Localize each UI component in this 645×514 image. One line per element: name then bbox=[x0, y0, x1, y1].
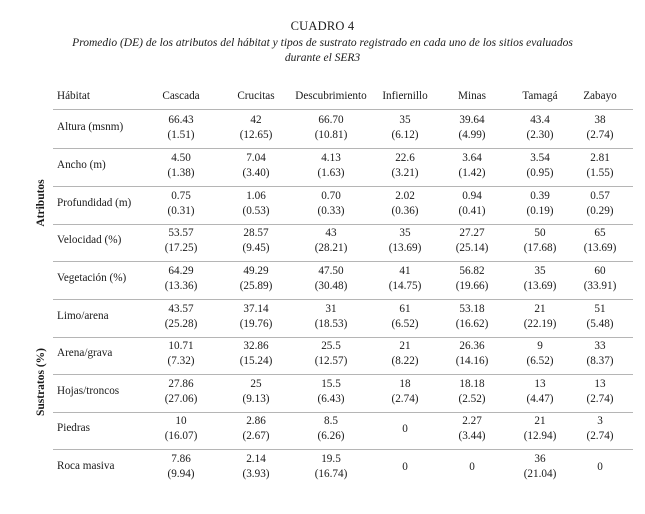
cell-sd: (0.36) bbox=[391, 205, 419, 217]
table-cell bbox=[555, 460, 645, 475]
cell-sd: (12.57) bbox=[314, 355, 348, 367]
cell-mean: 50 bbox=[534, 227, 546, 239]
row-divider bbox=[53, 299, 633, 300]
table-caption-text: Promedio (DE) de los atributos del hábitat y tipos de sustrato registrado en cada uno de los sitios evaluados durante el SER3 bbox=[72, 37, 573, 64]
row-divider bbox=[53, 374, 633, 375]
row-label: Roca masiva bbox=[57, 460, 115, 472]
cell-sd: (2.52) bbox=[458, 393, 486, 405]
cell-mean: 0.57 bbox=[590, 190, 610, 202]
cell-mean: 8.5 bbox=[324, 415, 338, 427]
cell-mean: 28.57 bbox=[243, 227, 269, 239]
cell-sd: (2.74) bbox=[586, 129, 614, 141]
cell-mean: 0 bbox=[597, 461, 603, 473]
cell-sd: (4.99) bbox=[458, 129, 486, 141]
cell-mean: 35 bbox=[399, 114, 411, 126]
cell-mean: 60 bbox=[594, 265, 606, 277]
cell-mean: 10 bbox=[175, 415, 187, 427]
header-divider bbox=[53, 109, 633, 110]
cell-mean: 2.81 bbox=[590, 152, 610, 164]
cell-sd: (2.74) bbox=[391, 393, 419, 405]
cell-mean: 2.02 bbox=[395, 190, 415, 202]
table-cell bbox=[555, 302, 645, 332]
cell-mean: 43.57 bbox=[168, 303, 194, 315]
cell-mean: 61 bbox=[399, 303, 411, 315]
cell-sd: (0.29) bbox=[586, 205, 614, 217]
cell-sd: (19.76) bbox=[239, 318, 273, 330]
row-label: Velocidad (%) bbox=[57, 234, 122, 246]
cell-sd: (9.94) bbox=[167, 468, 195, 480]
cell-mean: 35 bbox=[399, 227, 411, 239]
row-divider bbox=[53, 261, 633, 262]
cell-sd: (6.12) bbox=[391, 129, 419, 141]
cell-sd: (16.62) bbox=[455, 318, 489, 330]
cell-mean: 65 bbox=[594, 227, 606, 239]
column-header-site: Crucitas bbox=[237, 90, 275, 102]
cell-sd: (13.69) bbox=[388, 242, 422, 254]
cell-sd: (1.51) bbox=[167, 129, 195, 141]
cell-mean: 42 bbox=[250, 114, 262, 126]
cell-sd: (9.13) bbox=[242, 393, 270, 405]
row-divider bbox=[53, 148, 633, 149]
group-label-atributos: Atributos bbox=[35, 179, 47, 227]
cell-mean: 53.57 bbox=[168, 227, 194, 239]
cell-mean: 18 bbox=[399, 378, 411, 390]
cell-mean: 2.14 bbox=[246, 453, 266, 465]
row-label: Vegetación (%) bbox=[57, 272, 127, 284]
cell-sd: (17.68) bbox=[523, 242, 557, 254]
column-header-site: Zabayo bbox=[583, 90, 617, 102]
cell-sd: (10.81) bbox=[314, 129, 348, 141]
cell-sd: (2.67) bbox=[242, 430, 270, 442]
column-header-site: Cascada bbox=[162, 90, 200, 102]
cell-sd: (1.38) bbox=[167, 167, 195, 179]
table-cell bbox=[555, 339, 645, 369]
cell-mean: 38 bbox=[594, 114, 606, 126]
cell-mean: 0 bbox=[402, 461, 408, 473]
cell-mean: 0 bbox=[469, 461, 475, 473]
group-label-sustratos: Sustratos (%) bbox=[35, 347, 47, 417]
cell-mean: 22.6 bbox=[395, 152, 415, 164]
cell-sd: (1.42) bbox=[458, 167, 486, 179]
cell-sd: (2.74) bbox=[586, 430, 614, 442]
table-cell bbox=[555, 189, 645, 219]
cell-mean: 0.75 bbox=[171, 190, 191, 202]
cell-sd: (14.16) bbox=[455, 355, 489, 367]
table-cell bbox=[555, 226, 645, 256]
cell-mean: 35 bbox=[534, 265, 546, 277]
row-divider bbox=[53, 224, 633, 225]
cell-mean: 21 bbox=[534, 303, 546, 315]
cell-sd: (33.91) bbox=[583, 280, 617, 292]
cell-sd: (30.48) bbox=[314, 280, 348, 292]
cell-sd: (2.74) bbox=[586, 393, 614, 405]
table-cell bbox=[555, 414, 645, 444]
cell-mean: 26.36 bbox=[459, 340, 485, 352]
cell-mean: 10.71 bbox=[168, 340, 194, 352]
cell-sd: (5.48) bbox=[586, 318, 614, 330]
cell-sd: (0.33) bbox=[317, 205, 345, 217]
cell-sd: (17.25) bbox=[164, 242, 198, 254]
cell-sd: (15.24) bbox=[239, 355, 273, 367]
cell-sd: (14.75) bbox=[388, 280, 422, 292]
cell-sd: (13.69) bbox=[523, 280, 557, 292]
cell-mean: 7.86 bbox=[171, 453, 191, 465]
cell-mean: 56.82 bbox=[459, 265, 485, 277]
cell-mean: 0.70 bbox=[321, 190, 341, 202]
table-cell bbox=[555, 264, 645, 294]
row-divider bbox=[53, 337, 633, 338]
cell-mean: 13 bbox=[594, 378, 606, 390]
cell-mean: 2.86 bbox=[246, 415, 266, 427]
cell-sd: (6.52) bbox=[391, 318, 419, 330]
cell-sd: (1.63) bbox=[317, 167, 345, 179]
cell-mean: 2.27 bbox=[462, 415, 482, 427]
row-label: Hojas/troncos bbox=[57, 385, 120, 397]
row-label: Profundidad (m) bbox=[57, 197, 132, 209]
cell-sd: (0.19) bbox=[526, 205, 554, 217]
cell-mean: 27.27 bbox=[459, 227, 485, 239]
cell-sd: (19.66) bbox=[455, 280, 489, 292]
cell-mean: 4.50 bbox=[171, 152, 191, 164]
cell-sd: (13.69) bbox=[583, 242, 617, 254]
table-cell bbox=[555, 113, 645, 143]
cell-mean: 41 bbox=[399, 265, 411, 277]
cell-sd: (16.74) bbox=[314, 468, 348, 480]
cell-mean: 4.13 bbox=[321, 152, 341, 164]
cell-mean: 43 bbox=[325, 227, 337, 239]
cell-mean: 66.43 bbox=[168, 114, 194, 126]
cell-mean: 39.64 bbox=[459, 114, 485, 126]
table-cell bbox=[555, 377, 645, 407]
cell-sd: (3.93) bbox=[242, 468, 270, 480]
table-number: CUADRO 4 bbox=[290, 19, 355, 33]
cell-mean: 7.04 bbox=[246, 152, 266, 164]
cell-mean: 51 bbox=[594, 303, 606, 315]
cell-sd: (0.41) bbox=[458, 205, 486, 217]
cell-sd: (2.30) bbox=[526, 129, 554, 141]
cell-mean: 13 bbox=[534, 378, 546, 390]
cell-mean: 0.39 bbox=[530, 190, 550, 202]
cell-sd: (22.19) bbox=[523, 318, 557, 330]
column-header-site: Minas bbox=[458, 90, 486, 102]
cell-mean: 0 bbox=[402, 423, 408, 435]
cell-sd: (21.04) bbox=[523, 468, 557, 480]
cell-mean: 49.29 bbox=[243, 265, 269, 277]
cell-sd: (0.95) bbox=[526, 167, 554, 179]
cell-mean: 25.5 bbox=[321, 340, 341, 352]
table-cell bbox=[555, 151, 645, 181]
cell-mean: 47.50 bbox=[318, 265, 344, 277]
cell-sd: (25.89) bbox=[239, 280, 273, 292]
cell-sd: (25.14) bbox=[455, 242, 489, 254]
cell-sd: (3.44) bbox=[458, 430, 486, 442]
cell-mean: 36 bbox=[534, 453, 546, 465]
cell-mean: 3 bbox=[597, 415, 603, 427]
row-label: Piedras bbox=[57, 422, 90, 434]
row-divider bbox=[53, 449, 633, 450]
cell-sd: (9.45) bbox=[242, 242, 270, 254]
column-header-site: Tamagá bbox=[522, 90, 558, 102]
cell-mean: 33 bbox=[594, 340, 606, 352]
cell-mean: 37.14 bbox=[243, 303, 269, 315]
cell-sd: (13.36) bbox=[164, 280, 198, 292]
cell-mean: 3.64 bbox=[462, 152, 482, 164]
cell-mean: 19.5 bbox=[321, 453, 341, 465]
row-divider bbox=[53, 412, 633, 413]
cell-sd: (12.94) bbox=[523, 430, 557, 442]
cell-sd: (25.28) bbox=[164, 318, 198, 330]
cell-sd: (6.43) bbox=[317, 393, 345, 405]
row-label: Arena/grava bbox=[57, 347, 113, 359]
cell-sd: (18.53) bbox=[314, 318, 348, 330]
cell-mean: 18.18 bbox=[459, 378, 485, 390]
cell-sd: (16.07) bbox=[164, 430, 198, 442]
cell-sd: (27.06) bbox=[164, 393, 198, 405]
cell-sd: (3.40) bbox=[242, 167, 270, 179]
cell-mean: 66.70 bbox=[318, 114, 344, 126]
cell-sd: (7.32) bbox=[167, 355, 195, 367]
cell-mean: 27.86 bbox=[168, 378, 194, 390]
cell-mean: 53.18 bbox=[459, 303, 485, 315]
row-divider bbox=[53, 186, 633, 187]
cell-sd: (28.21) bbox=[314, 242, 348, 254]
cell-sd: (12.65) bbox=[239, 129, 273, 141]
cell-mean: 64.29 bbox=[168, 265, 194, 277]
column-header-site: Descubrimiento bbox=[295, 90, 367, 102]
cell-mean: 3.54 bbox=[530, 152, 550, 164]
column-header-site: Infiernillo bbox=[382, 90, 428, 102]
cell-sd: (0.31) bbox=[167, 205, 195, 217]
row-label: Ancho (m) bbox=[57, 159, 106, 171]
cell-mean: 9 bbox=[537, 340, 543, 352]
cell-sd: (8.22) bbox=[391, 355, 419, 367]
cell-mean: 25 bbox=[250, 378, 262, 390]
cell-sd: (0.53) bbox=[242, 205, 270, 217]
cell-mean: 21 bbox=[534, 415, 546, 427]
cell-mean: 1.06 bbox=[246, 190, 266, 202]
cell-sd: (4.47) bbox=[526, 393, 554, 405]
cell-sd: (6.52) bbox=[526, 355, 554, 367]
cell-mean: 43.4 bbox=[530, 114, 550, 126]
row-label: Altura (msnm) bbox=[57, 121, 124, 133]
cell-sd: (3.21) bbox=[391, 167, 419, 179]
cell-sd: (6.26) bbox=[317, 430, 345, 442]
cell-sd: (8.37) bbox=[586, 355, 614, 367]
column-header-habitat: Hábitat bbox=[57, 90, 90, 102]
cell-mean: 15.5 bbox=[321, 378, 341, 390]
row-label: Limo/arena bbox=[57, 310, 109, 322]
cell-mean: 32.86 bbox=[243, 340, 269, 352]
cell-mean: 21 bbox=[399, 340, 411, 352]
cell-mean: 31 bbox=[325, 303, 337, 315]
cell-mean: 0.94 bbox=[462, 190, 482, 202]
cell-sd: (1.55) bbox=[586, 167, 614, 179]
